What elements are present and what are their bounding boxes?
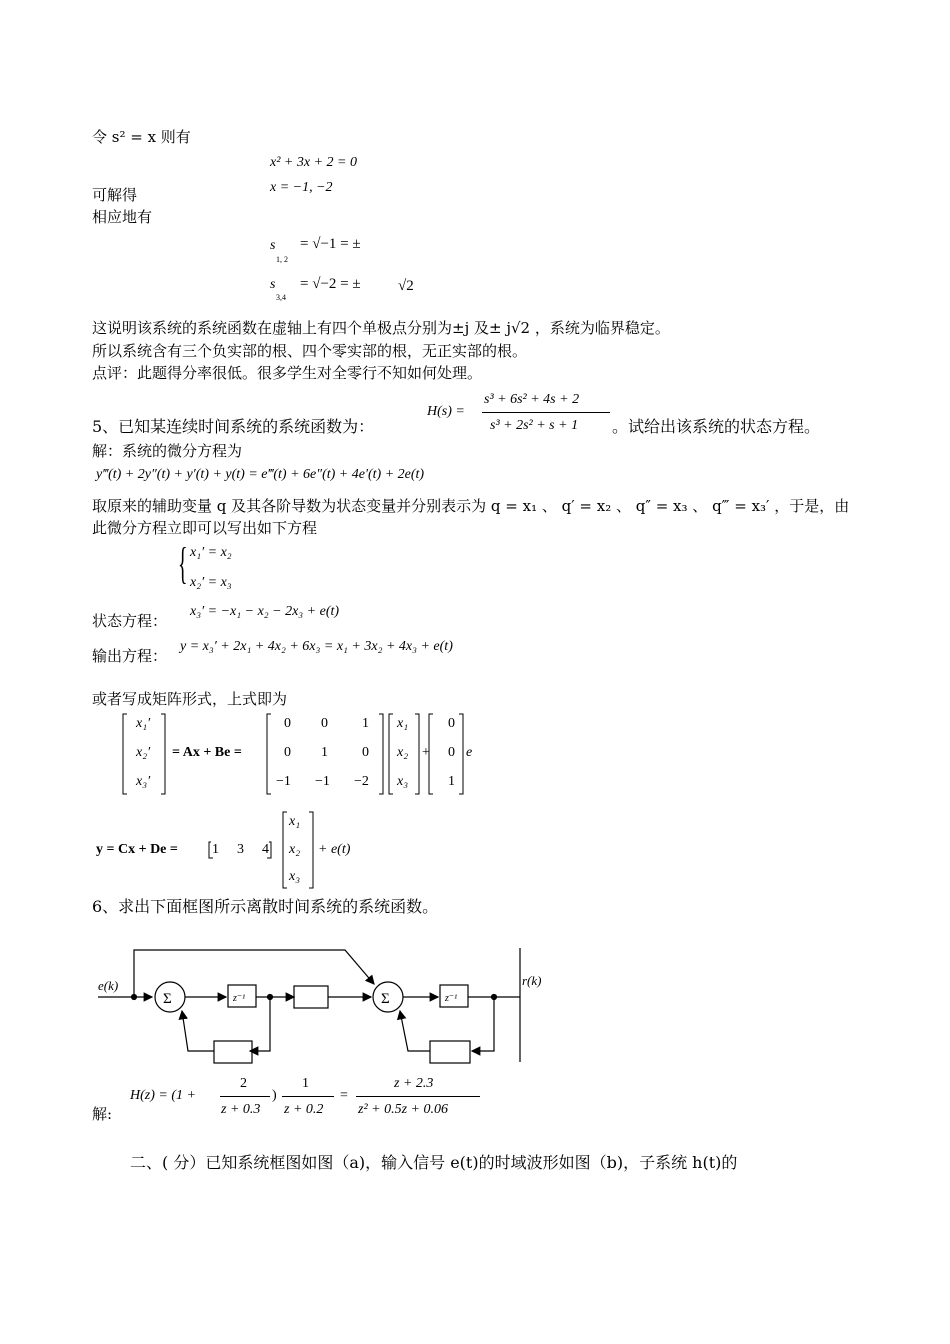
output-x-vector-1: x₁ (289, 814, 301, 829)
sum-symbol-1: Σ (163, 991, 172, 1007)
feedback-block-1 (214, 1041, 252, 1063)
x-vector-2: x₂ (397, 745, 409, 760)
frac2-bar (282, 1096, 334, 1097)
b-vector-3: 1 (448, 774, 455, 789)
input-label: e(k) (98, 978, 119, 993)
quadratic-equation: x² + 3x + 2 = 0 (270, 155, 357, 170)
s12-rhs: = √−1 = ± (300, 236, 361, 252)
c-row-1: 1 (212, 842, 219, 857)
a-matrix-r1c2: 0 (321, 716, 328, 731)
state-vector-2: x₂′ (136, 745, 151, 760)
delay-label-2: z⁻¹ (445, 993, 458, 1004)
result-numerator: z + 2.3 (394, 1076, 434, 1091)
result-denominator: z² + 0.5z + 0.06 (358, 1102, 448, 1117)
differential-equation: y‴(t) + 2y″(t) + y′(t) + y(t) = e‴(t) + 6e″(t) + 4e′(t) + 2e(t) (96, 467, 425, 482)
x-vector-3: x₃ (397, 774, 409, 789)
problem6-question: 6、求出下面框图所示离散时间系统的系统函数。 (92, 897, 439, 916)
problem5-question-prefix: 5、已知某连续时间系统的系统函数为： (92, 417, 375, 436)
state-equation-label: 状态方程： (92, 612, 168, 630)
roots-equation: x = −1, −2 (270, 180, 333, 195)
plus-sign: + (422, 745, 430, 760)
aux-variable-text-1: 取原来的辅助变量 q 及其各阶导数为状态变量并分别表示为 q = x₁ 、 q′ = x₂ 、 q″ = x₃ 、 q‴ = x₃′ ，于是，由 (92, 497, 850, 515)
frac2-numerator: 1 (302, 1076, 309, 1091)
section2-text: 二、( 分）已知系统框图如图（a)，输入信号 e(t)的时域波形如图（b)，子系统 h(t)的 (130, 1153, 738, 1172)
c-row-2: 3 (237, 842, 244, 857)
s12-lhs: s (270, 238, 276, 253)
a-matrix-r2c3: 0 (362, 745, 369, 760)
state-equation-3: x₃′ = −x₁ − x₂ − 2x₃ + e(t) (190, 604, 340, 619)
output-x-vector-3: x₃ (289, 869, 301, 884)
frac1-denominator: z + 0.3 (221, 1102, 261, 1117)
comment-line: 点评：此题得分率很低。很多学生对全零行不知如何处理。 (92, 364, 483, 382)
a-matrix-r3c1: −1 (276, 774, 291, 789)
frac1-bar (220, 1096, 270, 1097)
a-matrix-r3c2: −1 (315, 774, 330, 789)
correspondingly-label: 相应地有 (92, 208, 153, 226)
a-matrix-r2c2: 1 (321, 745, 328, 760)
delay-label-1: z⁻¹ (233, 993, 246, 1004)
fraction-bar (482, 412, 610, 413)
output-label: r(k) (522, 973, 542, 988)
explain-line-1: 这说明该系统的系统函数在虚轴上有四个单极点分别为±j 及± j√2 ，系统为临界稳定。 (92, 319, 670, 337)
result-bar (356, 1096, 480, 1097)
output-equation: y = x₃′ + 2x₁ + 4x₂ + 6x₃ = x₁ + 3x₂ + 4x₃ + e(t) (180, 639, 453, 654)
transfer-numerator: s³ + 6s² + 4s + 2 (484, 392, 580, 407)
a-matrix-r1c1: 0 (284, 716, 291, 731)
hz-lhs: H(z) = (1 + (130, 1088, 196, 1103)
e-input-label: e (466, 745, 473, 760)
a-matrix-r1c3: 1 (362, 716, 369, 731)
c-row-3: 4 (262, 842, 269, 857)
s34-subscript: 3,4 (276, 293, 286, 302)
s34-lhs: s (270, 277, 276, 292)
s34-rhs: = √−2 = ± (300, 276, 361, 292)
equals-sign: = (340, 1088, 348, 1103)
a-matrix-r3c3: −2 (354, 774, 369, 789)
let-line: 令 s² = x 则有 (92, 128, 191, 146)
solvable-label: 可解得 (92, 186, 138, 204)
solution-label: 解: (92, 1105, 113, 1123)
b-vector-1: 0 (448, 716, 455, 731)
s12-subscript: 1, 2 (276, 255, 288, 264)
frac1-numerator: 2 (240, 1076, 247, 1091)
problem5-question-suffix: 。试给出该系统的状态方程。 (612, 417, 821, 436)
state-vector-3: x₃′ (136, 774, 151, 789)
frac2-denominator: z + 0.2 (284, 1102, 324, 1117)
feedback-block-2 (430, 1041, 470, 1063)
ax-be-label: = Ax + Be = (172, 745, 242, 760)
output-matrix-tail: + e(t) (318, 842, 351, 857)
feedforward-path (134, 950, 374, 997)
output-x-vector-2: x₂ (289, 842, 301, 857)
block-diagram (90, 940, 560, 1070)
aux-variable-text-2: 此微分方程立即可以写出如下方程 (92, 519, 318, 537)
matrix-intro: 或者写成矩阵形式，上式即为 (92, 690, 288, 708)
close-paren: ) (272, 1088, 277, 1103)
output-matrix-lhs: y = Cx + De = (96, 842, 178, 857)
x-vector-1: x₁ (397, 716, 409, 731)
transfer-function-label: H(s) = (427, 404, 465, 419)
state-equation-1: x₁′ = x₂ (190, 545, 232, 560)
state-vector-1: x₁′ (136, 716, 151, 731)
solution-intro: 解：系统的微分方程为 (92, 442, 243, 460)
state-equation-2: x₂′ = x₃ (190, 575, 232, 590)
transfer-denominator: s³ + 2s² + s + 1 (490, 418, 579, 433)
middle-block (294, 986, 328, 1008)
b-vector-2: 0 (448, 745, 455, 760)
a-matrix-r2c1: 0 (284, 745, 291, 760)
state-brace: { (178, 539, 188, 588)
output-equation-label: 输出方程： (92, 647, 168, 665)
s34-tail: √2 (398, 278, 414, 294)
sum-symbol-2: Σ (381, 991, 390, 1007)
explain-line-2: 所以系统含有三个负实部的根、四个零实部的根，无正实部的根。 (92, 342, 528, 360)
